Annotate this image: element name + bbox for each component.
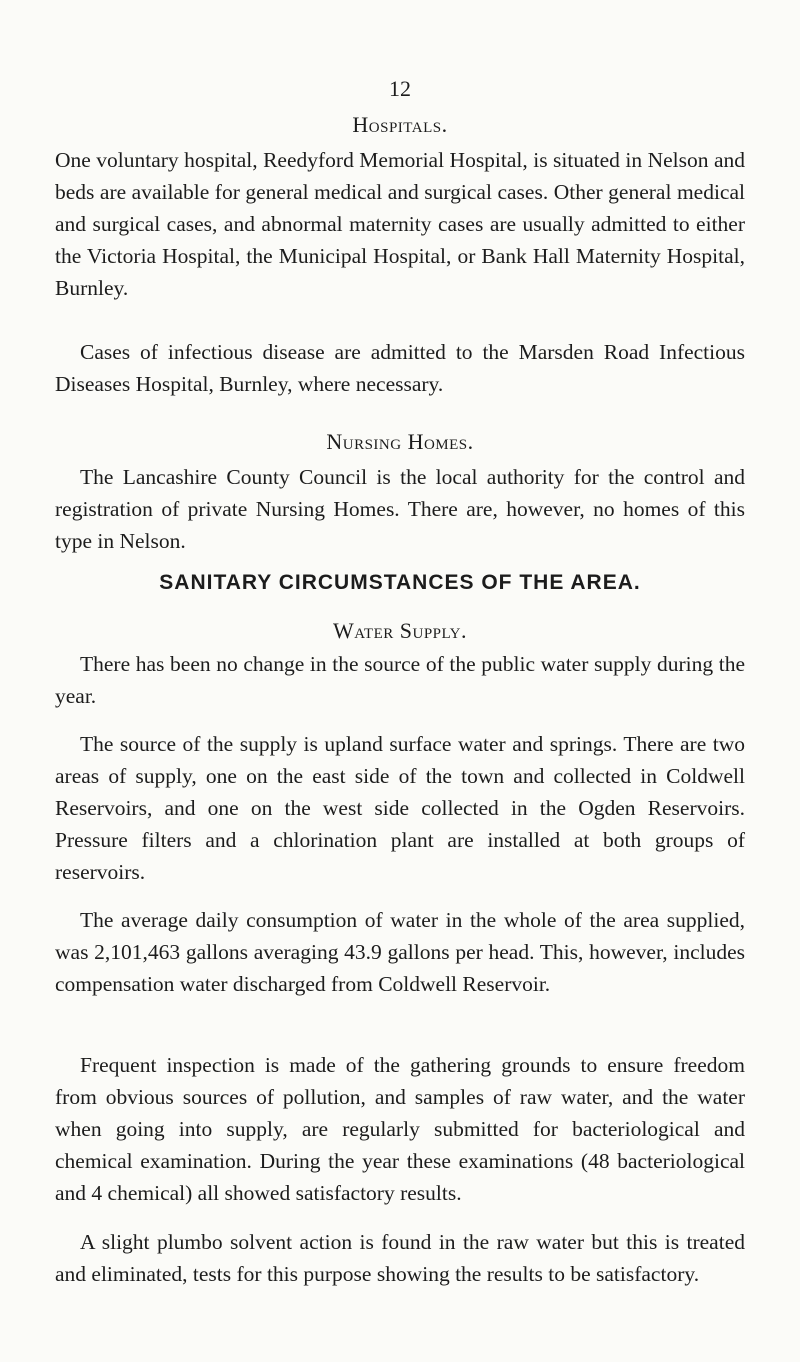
hospitals-heading: Hospitals. [352,112,448,137]
sanitary-circumstances-heading: SANITARY CIRCUMSTANCES OF THE AREA. [159,571,641,594]
nursing-homes-heading: Nursing Homes. [326,429,474,454]
water-supply-paragraph-4: Frequent inspection is made of the gathering grounds to ensure freedom from obvious sources of pollution, and samples of raw water, and the water when going into supply, are regularly submitted for bacteriological and chemical examination. During the year these examinations (48 bacteriological and 4 chemical) all showed satisfactory results. [55,1053,745,1205]
water-supply-paragraph-3: The average daily consumption of water in the whole of the area supplied, was 2,101,463 gallons averaging 43.9 gallons per head. This, however, includes compensation water discharged from Coldwell Reservoir. [55,908,745,996]
page-number: 12 [389,76,411,101]
water-supply-paragraph-5: A slight plumbo solvent action is found in the raw water but this is treated and eliminated, tests for this purpose showing the results to be satisfactory. [55,1230,745,1286]
nursing-homes-paragraph: The Lancashire County Council is the local authority for the control and registration of private Nursing Homes. There are, however, no homes of this type in Nelson. [55,465,745,553]
water-supply-paragraph-1: There has been no change in the source of the public water supply during the year. [55,652,745,708]
hospitals-paragraph-2: Cases of infectious disease are admitted to the Marsden Road Infectious Diseases Hospital, Burnley, where necessary. [55,340,745,396]
hospitals-paragraph-1: One voluntary hospital, Reedyford Memorial Hospital, is situated in Nelson and beds are available for general medical and surgical cases. Other general medical and surgical cases, and abnormal maternity cases are usually admitted to either the Victoria Hospital, the Municipal Hospital, or Bank Hall Maternity Hospital, Burnley. [55,148,745,300]
water-supply-paragraph-2: The source of the supply is upland surface water and springs. There are two areas of supply, one on the east side of the town and collected in Coldwell Reservoirs, and one on the west side collected in the Ogden Reservoirs. Pressure filters and a chlorination plant are installed at both groups of reservoirs. [55,732,745,884]
water-supply-heading: Water Supply. [332,618,467,643]
